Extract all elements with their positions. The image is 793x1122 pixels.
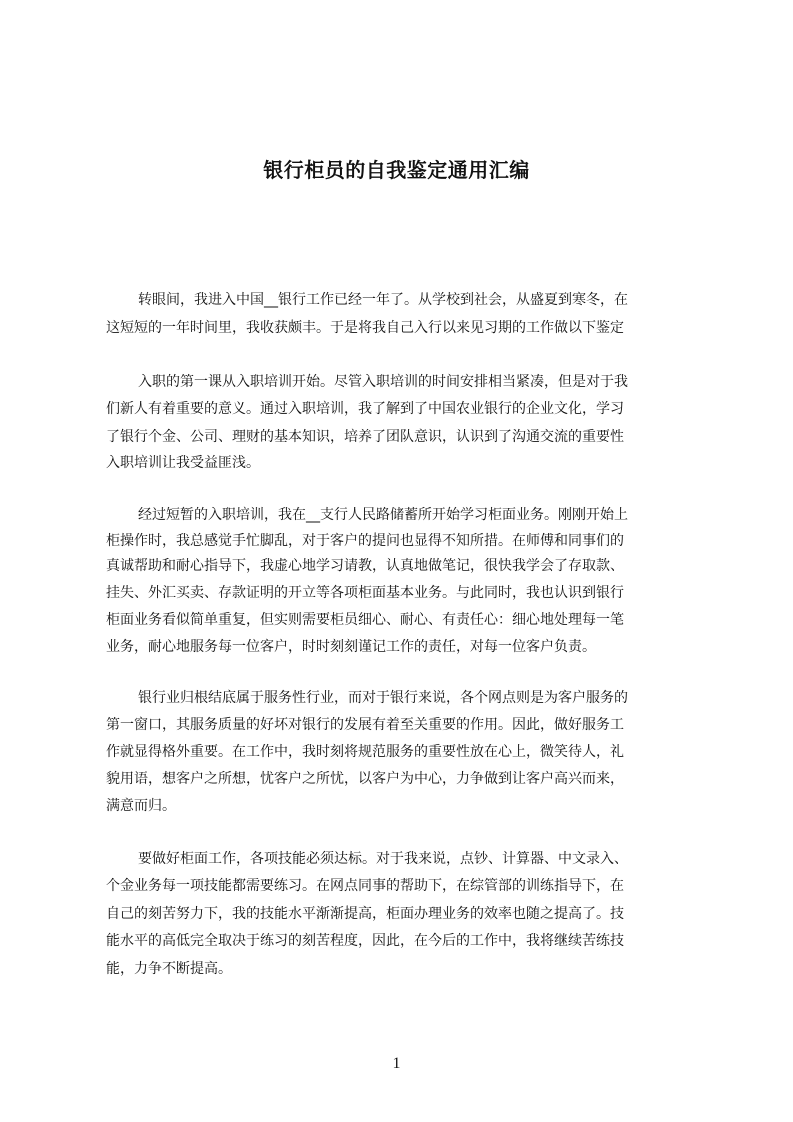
- paragraph-5-line-1: 要做好柜面工作，各项技能必须达标。对于我来说，点钞、计算器、中文录入、: [138, 851, 628, 867]
- paragraph-4-line-4: 貌用语，想客户之所想，忧客户之所忧，以客户为中心，力争做到让客户高兴而来，: [106, 771, 624, 787]
- paragraph-5-line-4: 能水平的高低完全取决于练习的刻苦程度，因此，在今后的工作中，我将继续苦练技: [106, 933, 624, 949]
- paragraph-3-line-6: 业务，耐心地服务每一位客户，时时刻刻谨记工作的责任，对每一位客户负责。: [106, 639, 596, 655]
- page-number: 1: [392, 1055, 401, 1072]
- paragraph-3-line-5: 柜面业务看似简单重复，但实则需要柜员细心、耐心、有责任心：细心地处理每一笔: [106, 612, 624, 628]
- paragraph-4-line-3: 作就显得格外重要。在工作中，我时刻将规范服务的重要性放在心上，微笑待人，礼: [106, 744, 624, 760]
- paragraph-2-line-4: 入职培训让我受益匪浅。: [106, 455, 260, 471]
- paragraph-5-line-2: 个金业务每一项技能都需要练习。在网点同事的帮助下，在综管部的训练指导下，在: [106, 878, 624, 894]
- paragraph-2-line-1: 入职的第一课从入职培训开始。尽管入职培训的时间安排相当紧凑，但是对于我: [138, 374, 628, 390]
- paragraph-2-line-2: 们新人有着重要的意义。通过入职培训，我了解到了中国农业银行的企业文化，学习: [106, 401, 624, 417]
- paragraph-4-line-5: 满意而归。: [106, 798, 176, 814]
- document-title: 银行柜员的自我鉴定通用汇编: [263, 158, 530, 183]
- paragraph-5-line-5: 能，力争不断提高。: [106, 961, 232, 977]
- paragraph-1-line-2: 这短短的一年时间里，我收获颇丰。于是将我自己入行以来见习期的工作做以下鉴定: [106, 320, 624, 336]
- paragraph-3-line-4: 挂失、外汇买卖、存款证明的开立等各项柜面基本业务。与此同时，我也认识到银行: [106, 585, 624, 601]
- paragraph-1-line-1: 转眼间，我进入中国__银行工作已经一年了。从学校到社会，从盛夏到寒冬，在: [138, 292, 628, 308]
- paragraph-4-line-1: 银行业归根结底属于服务性行业，而对于银行来说，各个网点则是为客户服务的: [138, 690, 628, 706]
- paragraph-3-line-2: 柜操作时，我总感觉手忙脚乱，对于客户的提问也显得不知所措。在师傅和同事们的: [106, 533, 624, 549]
- paragraph-4-line-2: 第一窗口，其服务质量的好坏对银行的发展有着至关重要的作用。因此，做好服务工: [106, 717, 624, 733]
- paragraph-3-line-1: 经过短暂的入职培训，我在__支行人民路储蓄所开始学习柜面业务。刚刚开始上: [138, 507, 628, 523]
- paragraph-3-line-3: 真诚帮助和耐心指导下，我虚心地学习请教，认真地做笔记，很快我学会了存取款、: [106, 558, 624, 574]
- paragraph-5-line-3: 自己的刻苦努力下，我的技能水平渐渐提高，柜面办理业务的效率也随之提高了。技: [106, 906, 624, 922]
- paragraph-2-line-3: 了银行个金、公司、理财的基本知识，培养了团队意识，认识到了沟通交流的重要性: [106, 429, 624, 445]
